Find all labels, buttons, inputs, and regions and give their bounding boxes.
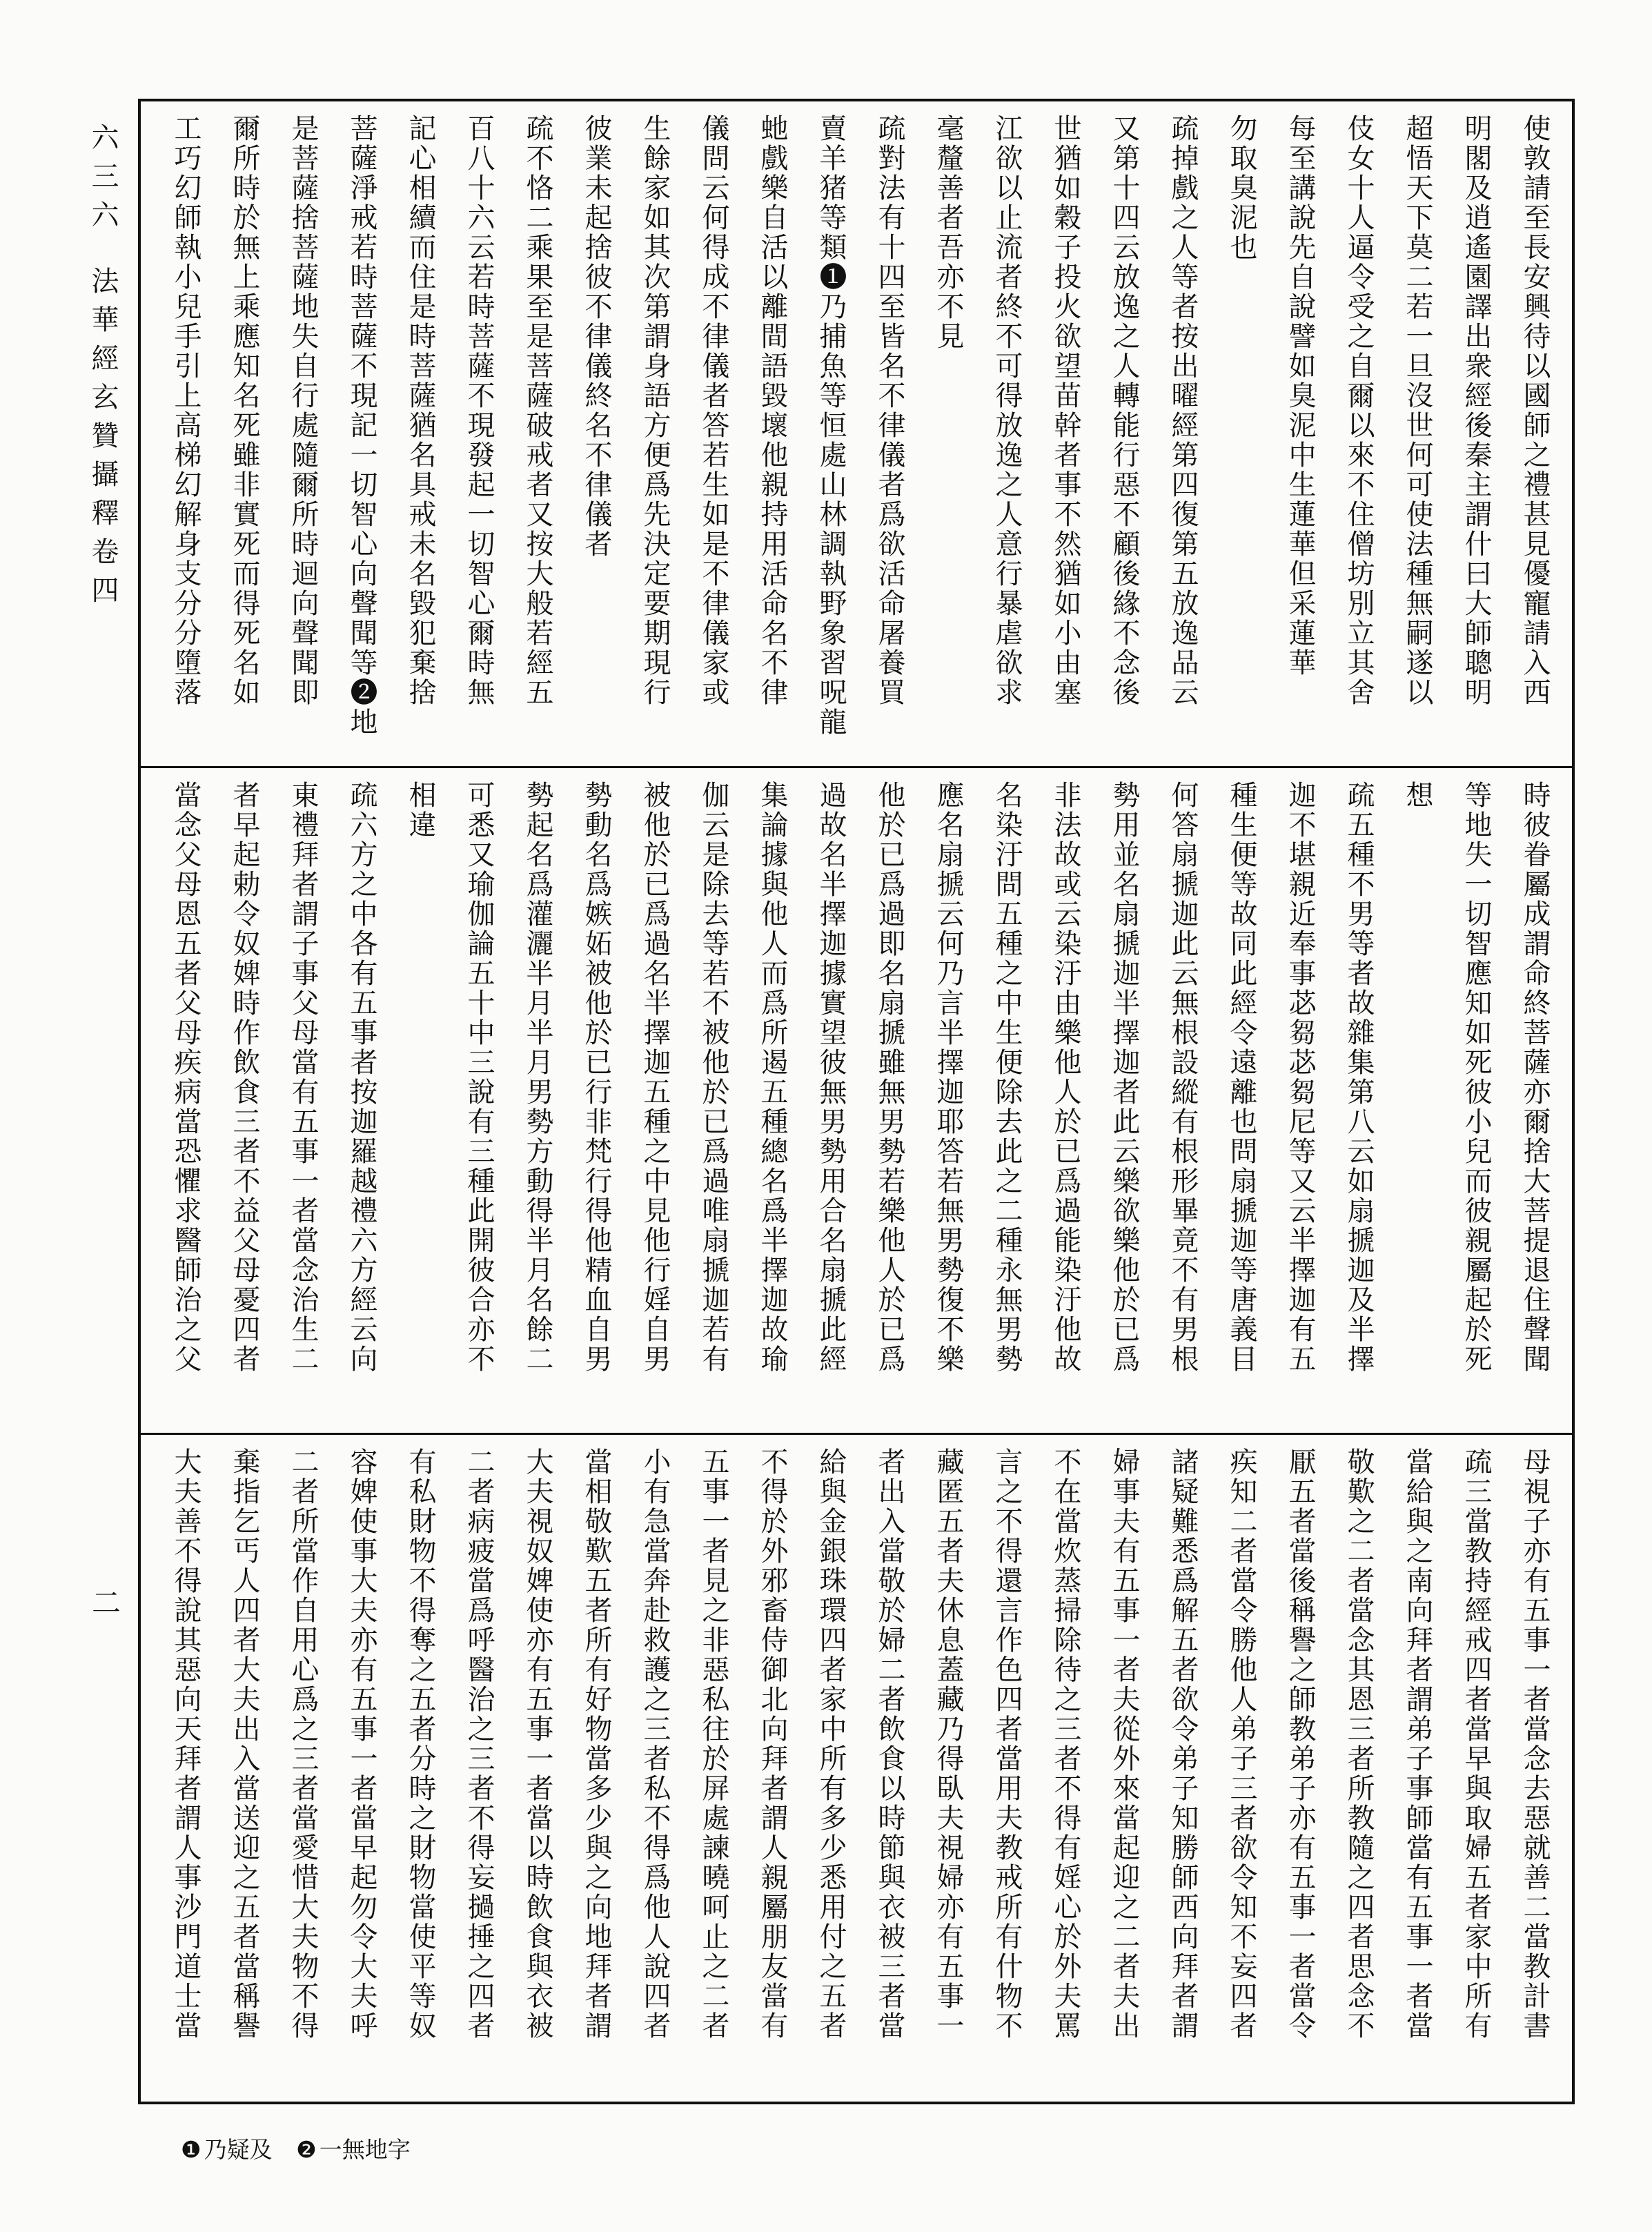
text-column: 他於已爲過即名扇搋雖無男勢若樂他人於已爲 <box>874 781 905 1374</box>
text-column: 勢用並名扇搋迦半擇迦者此云樂欲樂他於已爲 <box>1108 781 1140 1374</box>
text-column: 是菩薩捨菩薩地失自行處隨爾所時迴向聲聞即 <box>287 114 319 707</box>
text-column: 何答扇搋迦此云無根設縱有根形畢竟不有男根 <box>1167 781 1199 1374</box>
book-title: 法華經玄贊攝釋卷四 <box>87 266 119 614</box>
text-column: 疏掉戲之人等者按出曜經第四復第五放逸品云 <box>1167 114 1199 707</box>
text-column: 想 <box>1402 781 1433 810</box>
upper-register <box>141 101 1572 768</box>
text-column: 江欲以止流者終不可得放逸之人意行暴虐欲求 <box>991 114 1023 707</box>
text-column: 者出入當敬於婦二者飲食以時節與衣被三者當 <box>874 1447 905 2041</box>
text-column: 疾知二者當令勝他人弟子三者欲令知不妄四者 <box>1226 1447 1257 2041</box>
text-column: 有私財物不得奪之五者分時之財物當使平等奴 <box>404 1447 436 2041</box>
footnote-text: 乃疑及 <box>204 2136 273 2163</box>
text-column: 世猶如穀子投火欲望苗幹者事不然猶如小由塞 <box>1050 114 1081 707</box>
text-column: 儀問云何得成不律儀者答若生如是不律儀家或 <box>698 114 729 707</box>
text-column: 疏不恪二乘果至是菩薩破戒者又按大般若經五 <box>522 114 553 707</box>
text-column: 勢起名爲灌灑半月半月男勢方動得半月名餘二 <box>522 781 553 1374</box>
text-column: 諸疑難悉爲解五者欲令弟子知勝師西向拜者謂 <box>1167 1447 1199 2041</box>
text-column: 百八十六云若時菩薩不現發起一切智心爾時無 <box>463 114 495 707</box>
text-column: 又第十四云放逸之人轉能行惡不顧後緣不念後 <box>1108 114 1140 707</box>
text-column: 婦事夫有五事一者夫從外來當起迎之二者夫出 <box>1108 1447 1140 2041</box>
text-column: 母視子亦有五事一者當念去惡就善二當教計書 <box>1519 1447 1551 2041</box>
text-column: 大夫善不得說其惡向天拜者謂人事沙門道士當 <box>170 1447 201 2041</box>
text-column: 非法故或云染汙由樂他人於已爲過能染汙他故 <box>1050 781 1081 1374</box>
text-column: 種生便等故同此經令遠離也問扇搋迦等唐義目 <box>1226 781 1257 1374</box>
text-frame <box>138 99 1575 2104</box>
text-column: 敬歎之二者當念其恩三者所教隨之四者思念不 <box>1343 1447 1375 2041</box>
text-column: 當相敬歎五者所有好物當多少與之向地拜者謂 <box>580 1447 612 2041</box>
text-column: 工巧幻師執小兒手引上高梯幻解身支分分墮落 <box>170 114 201 707</box>
text-column: 五事一者見之非惡私往於屏處諫曉呵止之二者 <box>698 1447 729 2041</box>
text-column: 疏對法有十四至皆名不律儀者爲欲活命屠養買 <box>874 114 905 707</box>
text-column: 應名扇搋云何乃言半擇迦耶答若無男勢復不樂 <box>932 781 964 1374</box>
text-column: 二者病疲當爲呼醫治之三者不得妄撾捶之四者 <box>463 1447 495 2041</box>
middle-register <box>141 768 1572 1435</box>
text-column: 疏三當教持經戒四者當早與取婦五者家中所有 <box>1460 1447 1492 2041</box>
footnote-1 <box>181 2136 273 2163</box>
text-column: 勢動名爲嫉妬被他於已行非梵行得他精血自男 <box>580 781 612 1374</box>
text-column: 菩薩淨戒若時菩薩不現記一切智心向聲聞等❷地 <box>346 114 377 737</box>
text-column: 集論據與他人而爲所遏五種總名爲半擇迦故瑜 <box>756 781 788 1374</box>
text-column: 東禮拜者謂子事父母當有五事一者當念治生二 <box>287 781 319 1374</box>
footnote-marker: ❶ <box>181 2136 201 2163</box>
text-column: 記心相續而住是時菩薩猶名具戒未名毀犯棄捨 <box>404 114 436 707</box>
text-column: 每至講說先自說譬如臭泥中生蓮華但采蓮華 <box>1284 114 1316 678</box>
text-column: 小有急當奔赴救護之三者私不得爲他人說四者 <box>639 1447 671 2041</box>
text-column: 勿取臭泥也 <box>1226 114 1257 262</box>
text-column: 當念父母恩五者父母疾病當恐懼求醫師治之父 <box>170 781 201 1374</box>
text-column: 超悟天下莫二若一旦沒世何可使法種無嗣遂以 <box>1402 114 1433 707</box>
text-column: 伎女十人逼令受之自爾以來不住僧坊別立其舍 <box>1343 114 1375 707</box>
text-column: 可悉又瑜伽論五十中三說有三種此開彼合亦不 <box>463 781 495 1374</box>
text-column: 伽云是除去等若不被他於已爲過唯扇搋迦若有 <box>698 781 729 1374</box>
lower-register <box>141 1435 1572 2102</box>
text-column: 迦不堪親近奉事苾芻苾芻尼等又云半擇迦有五 <box>1284 781 1316 1374</box>
text-column: 棄指乞丐人四者大夫出入當送迎之五者當稱譽 <box>228 1447 260 2041</box>
text-column: 容婢使事大夫亦有五事一者當早起勿令大夫呼 <box>346 1447 377 2041</box>
text-column: 疏五種不男等者故雜集第八云如扇搋迦及半擇 <box>1343 781 1375 1374</box>
page-number: 六三六 <box>87 123 119 239</box>
text-column: 二者所當作自用心爲之三者當愛惜大夫物不得 <box>287 1447 319 2041</box>
text-column: 明閣及逍遙園譯出衆經後秦主謂什曰大師聰明 <box>1460 114 1492 707</box>
text-column: 毫釐善者吾亦不見 <box>932 114 964 351</box>
text-column: 疏六方之中各有五事者按迦羅越禮六方經云向 <box>346 781 377 1374</box>
footnote-text: 一無地字 <box>319 2136 411 2163</box>
footnote-marker: ❷ <box>296 2136 317 2163</box>
text-column: 厭五者當後稱譽之師教弟子亦有五事一者當令 <box>1284 1447 1316 2041</box>
text-column: 不在當炊蒸掃除待之三者不得有婬心於外夫罵 <box>1050 1447 1081 2041</box>
text-column: 言之不得還言作色四者當用夫教戒所有什物不 <box>991 1447 1023 2041</box>
text-column: 當給與之南向拜者謂弟子事師當有五事一者當 <box>1402 1447 1433 2041</box>
footnotes <box>181 2133 733 2167</box>
text-column: 不得於外邪畜侍御北向拜者謂人親屬朋友當有 <box>756 1447 788 2041</box>
footnote-2 <box>296 2136 411 2163</box>
folio-number: 二 <box>88 1587 121 1616</box>
text-column: 藏匿五者夫休息蓋藏乃得臥夫視婦亦有五事一 <box>932 1447 964 2041</box>
text-column: 大夫視奴婢使亦有五事一者當以時飲食與衣被 <box>522 1447 553 2041</box>
text-column: 賣羊猪等類❶乃捕魚等恒處山林調執野象習呪龍 <box>815 114 847 737</box>
text-column: 名染汙問五種之中生便除去此之二種永無男勢 <box>991 781 1023 1374</box>
running-head <box>84 123 121 620</box>
text-column: 虵戲樂自活以離間語毀壞他親持用活命名不律 <box>756 114 788 707</box>
text-column: 彼業未起捨彼不律儀終名不律儀者 <box>580 114 612 559</box>
text-column: 被他於已爲過名半擇迦五種之中見他行婬自男 <box>639 781 671 1374</box>
text-column: 給與金銀珠環四者家中所有多少悉用付之五者 <box>815 1447 847 2041</box>
text-column: 爾所時於無上乘應知名死雖非實死而得死名如 <box>228 114 260 707</box>
text-column: 使敦請至長安興待以國師之禮甚見優寵請入西 <box>1519 114 1551 707</box>
text-column: 者早起勅令奴婢時作飲食三者不益父母憂四者 <box>228 781 260 1374</box>
text-column: 等地失一切智應知如死彼小兒而彼親屬起於死 <box>1460 781 1492 1374</box>
text-column: 生餘家如其次第謂身語方便爲先決定要期現行 <box>639 114 671 707</box>
text-column: 相違 <box>404 781 436 840</box>
text-column: 時彼眷屬成謂命終菩薩亦爾捨大菩提退住聲聞 <box>1519 781 1551 1374</box>
text-column: 過故名半擇迦據實望彼無男勢用合名扇搋此經 <box>815 781 847 1374</box>
